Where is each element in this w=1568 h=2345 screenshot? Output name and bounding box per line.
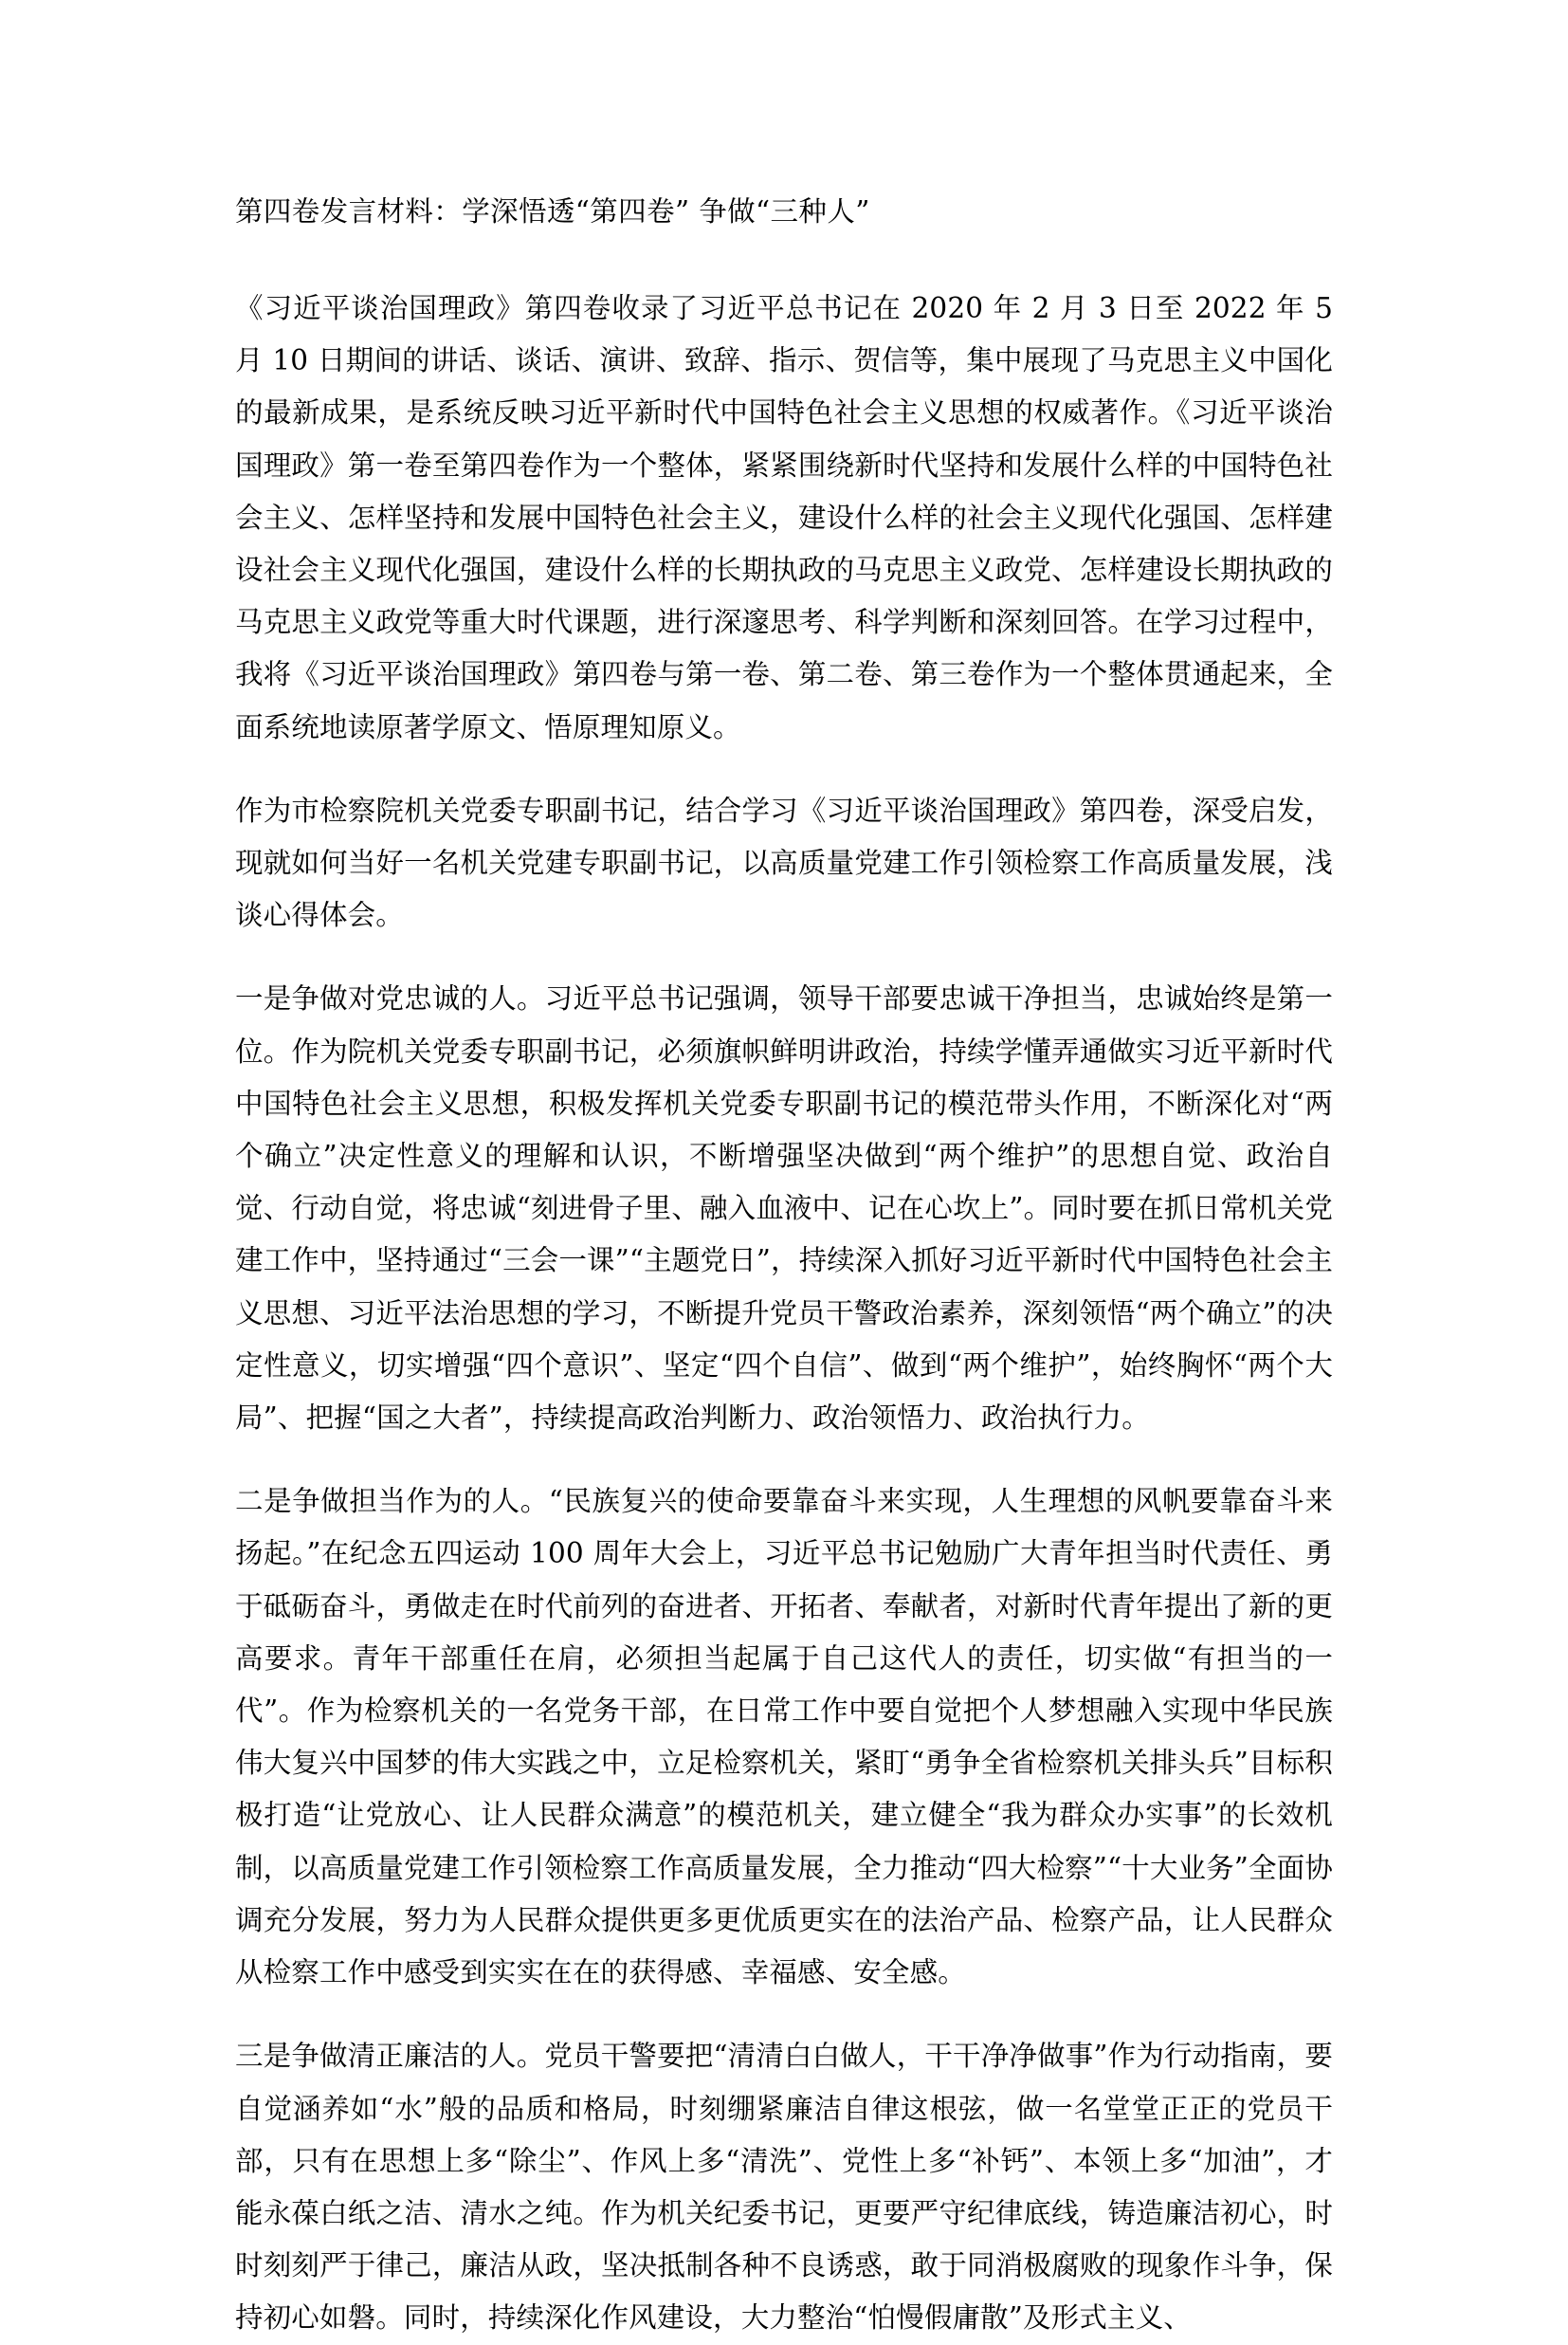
paragraph-point-three-integrity: 三是争做清正廉洁的人。党员干警要把“清清白白做人，干干净净做事”作为行动指南，要自觉涵养如“水”般的品质和格局，时刻绷紧廉洁自律这根弦，做一名堂堂正正的党员干部，只有在思想上多“除尘”、作风上多“清洗”、党性上多“补钙”、本领上多“加油”，才能永葆白纸之洁、清水之纯。作为机关纪委书记，更要严守纪律底线，铸造廉洁初心，时时刻刻严于律己，廉洁从政，坚决抵制各种不良诱惑，敢于同消极腐败的现象作斗争，保持初心如磐。同时，持续深化作风建设，大力整治“怕慢假庸散”及形式主义、 <box>235 2040 1333 2335</box>
paragraph-intro-volume-four: 《习近平谈治国理政》第四卷收录了习近平总书记在 2020 年 2 月 3 日至 2022 年 5 月 10 日期间的讲话、谈话、演讲、致辞、指示、贺信等，集中展现了马克思主义中国化的最新成果，是系统反映习近平新时代中国特色社会主义思想的权威著作。《习近平谈治国理政》第一卷至第四卷作为一个整体，紧紧围绕新时代坚持和发展什么样的中国特色社会主义、怎样坚持和发展中国特色社会主义，建设什么样的社会主义现代化强国、怎样建设社会主义现代化强国，建设什么样的长期执政的马克思主义政党、怎样建设长期执政的马克思主义政党等重大时代课题，进行深邃思考、科学判断和深刻回答。在学习过程中，我将《习近平谈治国理政》第四卷与第一卷、第二卷、第三卷作为一个整体贯通起来，全面系统地读原著学原文、悟原理知原义。 <box>235 292 1333 743</box>
title-spacer <box>235 237 1333 283</box>
paragraph-point-one-loyalty: 一是争做对党忠诚的人。习近平总书记强调，领导干部要忠诚干净担当，忠诚始终是第一位。作为院机关党委专职副书记，必须旗帜鲜明讲政治，持续学懂弄通做实习近平新时代中国特色社会主义思想，积极发挥机关党委专职副书记的模范带头作用，不断深化对“两个确立”决定性意义的理解和认识，不断增强坚决做到“两个维护”的思想自觉、政治自觉、行动自觉，将忠诚“刻进骨子里、融入血液中、记在心坎上”。同时要在抓日常机关党建工作中，坚持通过“三会一课”“主题党日”，持续深入抓好习近平新时代中国特色社会主义思想、习近平法治思想的学习，不断提升党员干警政治素养，深刻领悟“两个确立”的决定性意义，切实增强“四个意识”、坚定“四个自信”、做到“两个维护”，始终胸怀“两个大局”、把握“国之大者”，持续提高政治判断力、政治领悟力、政治执行力。 <box>235 982 1333 1435</box>
page-title: 第四卷发言材料：学深悟透“第四卷” 争做“三种人” <box>235 195 870 228</box>
paragraph-point-two-responsibility: 二是争做担当作为的人。“民族复兴的使命要靠奋斗来实现，人生理想的风帆要靠奋斗来扬起。”在纪念五四运动 100 周年大会上，习近平总书记勉励广大青年担当时代责任、勇于砥砺奋斗，勇做走在时代前列的奋进者、开拓者、奉献者，对新时代青年提出了新的更高要求。青年干部重任在肩，必须担当起属于自己这代人的责任，切实做“有担当的一代”。作为检察机关的一名党务干部，在日常工作中要自觉把个人梦想融入实现中华民族伟大复兴中国梦的伟大实践之中，立足检察机关，紧盯“勇争全省检察机关排头兵”目标积极打造“让党放心、让人民群众满意”的模范机关，建立健全“我为群众办实事”的长效机制，以高质量党建工作引领检察工作高质量发展，全力推动“四大检察”“十大业务”全面协调充分发展，努力为人民群众提供更多更优质更实在的法治产品、检察产品，让人民群众从检察工作中感受到实实在在的获得感、幸福感、安全感。 <box>235 1485 1333 1989</box>
paragraph-personal-role: 作为市检察院机关党委专职副书记，结合学习《习近平谈治国理政》第四卷，深受启发，现就如何当好一名机关党建专职副书记，以高质量党建工作引领检察工作高质量发展，浅谈心得体会。 <box>235 794 1333 932</box>
document-body <box>235 186 1333 2345</box>
